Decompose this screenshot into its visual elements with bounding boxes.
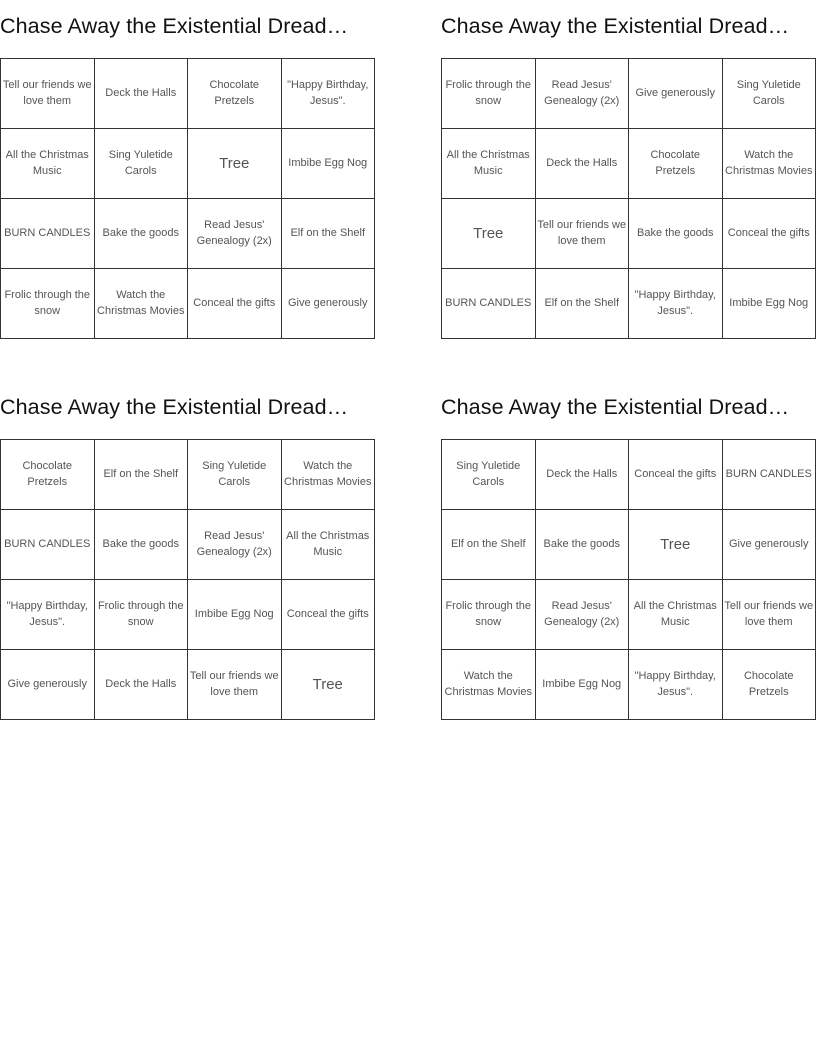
bingo-cell: Elf on the Shelf (536, 269, 630, 339)
bingo-cell: Tell our friends we love them (723, 580, 816, 650)
bingo-cell: Frolic through the snow (95, 580, 189, 650)
bingo-cell: Bake the goods (536, 510, 630, 580)
bingo-cell: Watch the Christmas Movies (723, 129, 816, 199)
bingo-cell: Imbibe Egg Nog (282, 129, 376, 199)
card-title: Chase Away the Existential Dread… (441, 14, 790, 38)
bingo-cell: Conceal the gifts (282, 580, 376, 650)
bingo-cell: All the Christmas Music (282, 510, 376, 580)
bingo-cell: Watch the Christmas Movies (282, 440, 376, 510)
card-title: Chase Away the Existential Dread… (0, 395, 349, 419)
bingo-cell: Sing Yuletide Carols (442, 440, 536, 510)
bingo-cell: Frolic through the snow (442, 59, 536, 129)
bingo-cell: Deck the Halls (95, 59, 189, 129)
bingo-cell: "Happy Birthday, Jesus". (629, 650, 723, 720)
bingo-grid (441, 439, 816, 720)
bingo-cell: BURN CANDLES (723, 440, 816, 510)
bingo-cell: Give generously (723, 510, 816, 580)
bingo-cell: Sing Yuletide Carols (95, 129, 189, 199)
bingo-cell: Elf on the Shelf (282, 199, 376, 269)
bingo-grid (441, 58, 816, 339)
bingo-cell: All the Christmas Music (629, 580, 723, 650)
card-title: Chase Away the Existential Dread… (0, 14, 349, 38)
bingo-grid (0, 58, 375, 339)
bingo-cell: Tell our friends we love them (1, 59, 95, 129)
bingo-cell: Frolic through the snow (442, 580, 536, 650)
bingo-cell: Give generously (1, 650, 95, 720)
bingo-cell: BURN CANDLES (442, 269, 536, 339)
bingo-cell: Chocolate Pretzels (629, 129, 723, 199)
bingo-cell: Chocolate Pretzels (1, 440, 95, 510)
bingo-cell: Tell our friends we love them (188, 650, 282, 720)
bingo-cell: Deck the Halls (536, 440, 630, 510)
bingo-cell: "Happy Birthday, Jesus". (629, 269, 723, 339)
bingo-cell: Chocolate Pretzels (723, 650, 816, 720)
bingo-cell: Bake the goods (95, 510, 189, 580)
card-title: Chase Away the Existential Dread… (441, 395, 790, 419)
bingo-cell-free: Tree (442, 199, 536, 269)
bingo-cell: Imbibe Egg Nog (536, 650, 630, 720)
bingo-cell: Imbibe Egg Nog (723, 269, 816, 339)
bingo-cell: Watch the Christmas Movies (95, 269, 189, 339)
bingo-cell: Imbibe Egg Nog (188, 580, 282, 650)
bingo-cell-free: Tree (629, 510, 723, 580)
bingo-cell: Sing Yuletide Carols (723, 59, 816, 129)
bingo-grid (0, 439, 375, 720)
bingo-cell: Conceal the gifts (723, 199, 816, 269)
bingo-cell: Give generously (282, 269, 376, 339)
bingo-cell: Give generously (629, 59, 723, 129)
bingo-cell: Conceal the gifts (629, 440, 723, 510)
bingo-cell: Sing Yuletide Carols (188, 440, 282, 510)
bingo-cell: Bake the goods (95, 199, 189, 269)
bingo-cell: Deck the Halls (95, 650, 189, 720)
bingo-cell: "Happy Birthday, Jesus". (282, 59, 376, 129)
bingo-cell: Read Jesus' Genealogy (2x) (536, 59, 630, 129)
bingo-cell: Elf on the Shelf (95, 440, 189, 510)
bingo-cell: Read Jesus' Genealogy (2x) (536, 580, 630, 650)
bingo-cell: Read Jesus' Genealogy (2x) (188, 199, 282, 269)
bingo-cell: BURN CANDLES (1, 199, 95, 269)
bingo-cell-free: Tree (282, 650, 376, 720)
bingo-cell: BURN CANDLES (1, 510, 95, 580)
bingo-cell: Elf on the Shelf (442, 510, 536, 580)
bingo-cell: Conceal the gifts (188, 269, 282, 339)
bingo-cell: Deck the Halls (536, 129, 630, 199)
bingo-cell-free: Tree (188, 129, 282, 199)
bingo-cell: Watch the Christmas Movies (442, 650, 536, 720)
bingo-cell: Bake the goods (629, 199, 723, 269)
bingo-cell: Read Jesus' Genealogy (2x) (188, 510, 282, 580)
bingo-cell: "Happy Birthday, Jesus". (1, 580, 95, 650)
bingo-cell: All the Christmas Music (1, 129, 95, 199)
bingo-cell: Chocolate Pretzels (188, 59, 282, 129)
bingo-cell: Tell our friends we love them (536, 199, 630, 269)
bingo-cell: Frolic through the snow (1, 269, 95, 339)
bingo-cell: All the Christmas Music (442, 129, 536, 199)
